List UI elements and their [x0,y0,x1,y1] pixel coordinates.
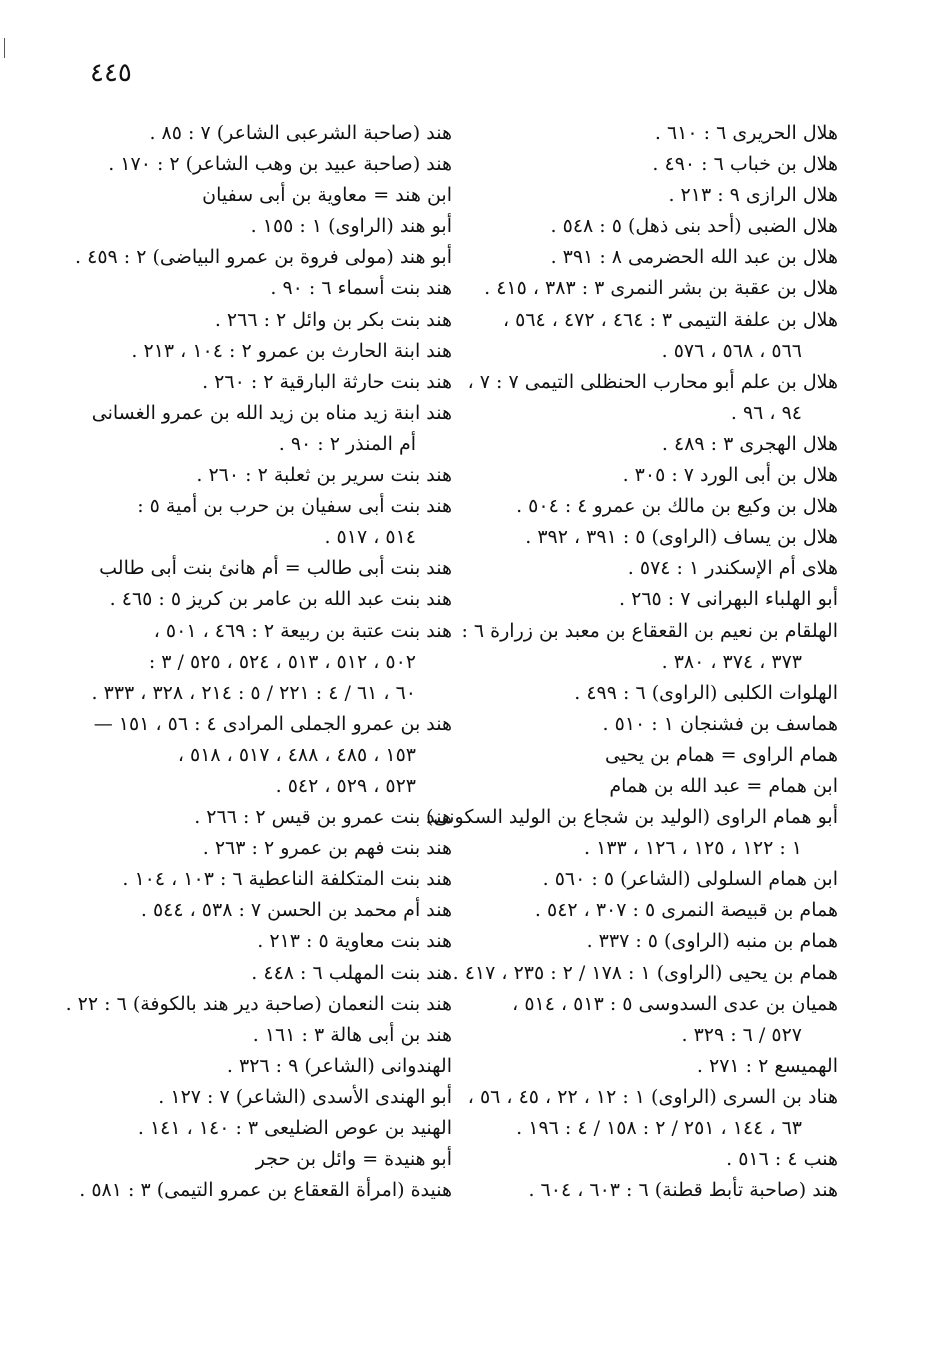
index-entry-line: الهلوات الكلبى (الراوى) ٦ : ٤٩٩ . [574,681,838,704]
index-entry-line: ٥٦٦ ، ٥٦٨ ، ٥٧٦ . [661,339,802,362]
index-entry-line: ابن هند = معاوية بن أبى سفيان [202,184,452,207]
index-entry-line: هماسف بن فشنجان ١ : ٥١٠ . [602,712,838,735]
index-entry-line: هند بنت عبد الله بن عامر بن كريز ٥ : ٤٦٥ . [109,588,452,611]
index-entry-line: هند بنت سرير بن ثعلبة ٢ : ٢٦٠ . [196,464,452,487]
index-entry-line: ٦٠ ، ٦١ / ٤ : ٢٢١ / ٥ : ٢١٤ ، ٣٢٨ ، ٣٣٣ . [91,681,416,704]
index-entry-line: هند (صاحبة الشرعبى الشاعر) ٧ : ٨٥ . [149,122,452,144]
index-entry-line: هلال بن وكيع بن مالك بن عمرو ٤ : ٥٠٤ . [516,495,838,518]
index-entry-line: أبو الهندى الأسدى (الشاعر) ٧ : ١٢٧ . [158,1085,452,1108]
index-entry-line: ٥٠٢ ، ٥١٢ ، ٥١٣ ، ٥٢٤ ، ٥٢٥ / ٣ : [148,650,416,673]
index-entry-line: هلال الرازى ٩ : ٢١٣ . [668,184,838,207]
index-entry-line: هميان بن عدى السدوسى ٥ : ٥١٣ ، ٥١٤ ، [512,992,838,1015]
index-entry-line: هند بن عمرو الجملى المرادى ٤ : ٥٦ ، ١٥١ — [93,712,452,735]
index-entry-line: هنيدة (امرأة القعقاع بن عمرو التيمى) ٣ : ٥٨١ . [79,1179,452,1202]
index-entry-line: هند (صاحبة عبيد بن وهب الشاعر) ٢ : ١٧٠ . [108,153,452,176]
index-entry-line: هند بنت عمرو بن قيس ٢ : ٢٦٦ . [194,806,452,829]
index-entry-line: هند بن أبى هالة ٣ : ١٦١ . [252,1023,452,1046]
index-entry-line: هند بنت أبى طالب = أم هانئ بنت أبى طالب [99,557,452,580]
index-entry-line: أبو الهلباء البهرانى ٧ : ٢٦٥ . [619,588,838,611]
index-entry-line: ٦٣ ، ١٤٤ ، ٢٥١ / ٢ : ١٥٨ / ٤ : ١٩٦ . [516,1117,802,1139]
index-entry-line: هلال الحريرى ٦ : ٦١٠ . [654,122,838,144]
index-entry-line: هلال بن أبى الورد ٧ : ٣٠٥ . [622,464,838,487]
index-entry-line: همام الراوى = همام بن يحيى [605,743,838,766]
index-entry-line: همام بن قبيصة النمرى ٥ : ٣٠٧ ، ٥٤٢ . [534,899,838,922]
index-entry-line: هند بنت أبى سفيان بن حرب بن أمية ٥ : [137,495,452,518]
index-entry-line: هند بنت بكر بن وائل ٢ : ٢٦٦ . [214,308,452,331]
index-entry-line: ٥٢٣ ، ٥٢٩ ، ٥٤٢ . [275,774,416,797]
index-entry-line: هنب ٤ : ٥١٦ . [726,1148,838,1171]
index-entry-line: الهندوانى (الشاعر) ٩ : ٣٢٦ . [226,1054,452,1077]
index-entry-line: الهلقام بن نعيم بن القعقاع بن معبد بن زرارة ٦ : [461,619,838,642]
index-entry-line: أبو هنيدة = وائل بن حجر [255,1148,452,1171]
index-entry-line: هند بنت المتكلفة الناعطية ٦ : ١٠٣ ، ١٠٤ . [122,868,452,891]
index-entry-line: الهنيد بن عوص الضليعى ٣ : ١٤٠ ، ١٤١ . [137,1117,452,1139]
index-entry-line: الهميسع ٢ : ٢٧١ . [696,1054,838,1077]
index-entry-line: هند بنت أسماء ٦ : ٩٠ . [270,277,452,300]
index-entry-line: هند بنت النعمان (صاحبة دير هند بالكوفة) ٦ : ٢٢ . [65,992,452,1015]
index-entry-line: ابن همام السلولى (الشاعر) ٥ : ٥٦٠ . [542,868,838,891]
index-entry-line: هند (صاحبة تأبط قطنة) ٦ : ٦٠٣ ، ٦٠٤ . [528,1179,838,1202]
index-entry-line: ٣٧٣ ، ٣٧٤ ، ٣٨٠ . [661,650,802,673]
index-entry-line: ابن همام = عبد الله بن همام [609,774,838,797]
index-entry-line: هند بنت حارثة البارقية ٢ : ٢٦٠ . [202,370,452,393]
index-entry-line: أم المنذر ٢ : ٩٠ . [278,432,416,455]
index-entry-line: ٥٢٧ / ٦ : ٣٢٩ . [681,1023,802,1046]
index-entry-line: هلال بن عبد الله الحضرمى ٨ : ٣٩١ . [550,246,838,269]
index-entry-line: هلاى أم الإسكندر ١ : ٥٧٤ . [627,557,838,580]
index-entry-line: ٥١٤ ، ٥١٧ . [324,526,416,549]
index-entry-line: أبو همام الراوى (الوليد بن شجاع بن الوليد السكونى) [426,806,838,829]
index-entry-line: هلال الضبى (أحد بنى ذهل) ٥ : ٥٤٨ . [550,215,838,238]
index-entry-line: هلال بن علفة التيمى ٣ : ٤٦٤ ، ٤٧٢ ، ٥٦٤ ، [502,308,838,331]
index-entry-line: هناد بن السرى (الراوى) ١ : ١٢ ، ٢٢ ، ٤٥ ، ٥٦ ، [467,1085,838,1108]
index-entry-line: همام بن منبه (الراوى) ٥ : ٣٣٧ . [586,930,838,953]
index-entry-line: هلال بن خباب ٦ : ٤٩٠ . [652,153,838,176]
left-column [65,118,452,1206]
margin-mark [4,38,5,58]
index-entry-line: أبو هند (مولى فروة بن عمرو البياضى) ٢ : ٤٥٩ . [75,246,452,269]
index-entry-line: هلال بن يساف (الراوى) ٥ : ٣٩١ ، ٣٩٢ . [525,526,838,549]
index-entry-line: هلال بن عقبة بن بشر النمرى ٣ : ٣٨٣ ، ٤١٥ . [484,277,838,300]
page-number: ٤٤٥ [90,58,132,88]
index-entry-line: هند أم محمد بن الحسن ٧ : ٥٣٨ ، ٥٤٤ . [140,899,452,922]
index-entry-line: ١٥٣ ، ٤٨٥ ، ٤٨٨ ، ٥١٧ ، ٥١٨ ، [177,743,416,766]
index-entry-line: همام بن يحيى (الراوى) ١ : ١٧٨ / ٢ : ٢٣٥ ، ٤١٧ . [452,961,838,984]
index-entry-line: هلال الهجرى ٣ : ٤٨٩ . [661,432,838,455]
index-entry-line: هند بنت معاوية ٥ : ٢١٣ . [257,930,452,953]
index-entry-line: هند بنت المهلب ٦ : ٤٤٨ . [251,961,452,984]
right-column [426,118,838,1206]
index-entry-line: هلال بن علم أبو محارب الحنظلى التيمى ٧ : ٧ ، [467,370,838,393]
index-entry-line: ١ : ١٢٢ ، ١٢٥ ، ١٢٦ ، ١٣٣ . [584,837,802,860]
index-entry-line: ٩٤ ، ٩٦ . [730,401,802,424]
index-entry-line: هند بنت فهم بن عمرو ٢ : ٢٦٣ . [202,837,452,860]
index-entry-line: أبو هند (الراوى) ١ : ١٥٥ . [250,215,452,238]
index-entry-line: هند ابنة الحارث بن عمرو ٢ : ١٠٤ ، ٢١٣ . [131,339,452,362]
index-entry-line: هند ابنة زيد مناه بن زيد الله بن عمرو الغسانى [91,401,452,424]
index-entry-line: هند بنت عتبة بن ربيعة ٢ : ٤٦٩ ، ٥٠١ ، [153,619,452,642]
